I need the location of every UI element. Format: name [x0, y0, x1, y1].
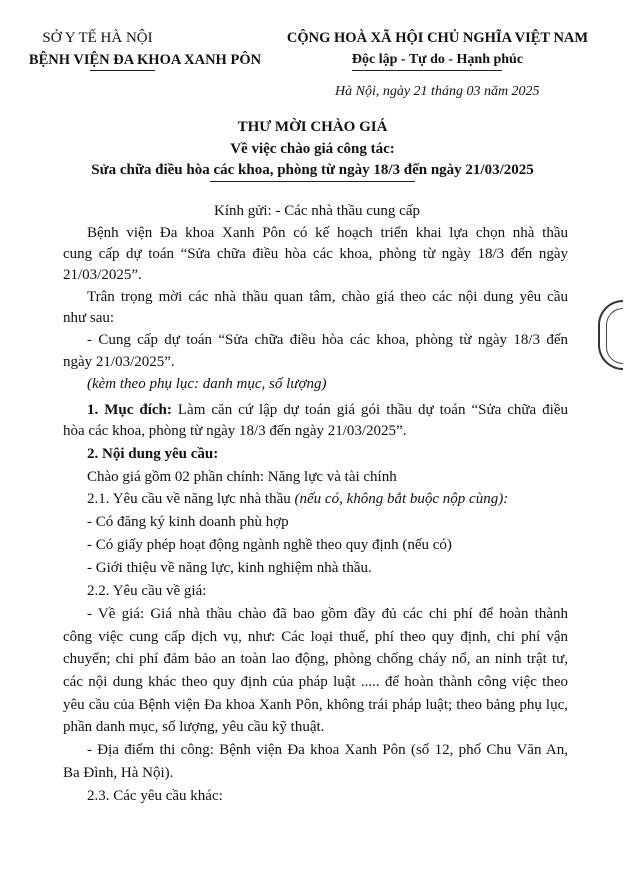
- paragraph-line: Trân trọng mời các nhà thầu quan tâm, chào giá theo các nội dung yêu cầu: [87, 289, 568, 305]
- list-item: - Có đăng ký kinh doanh phù hợp: [87, 514, 289, 530]
- section-1-line: [87, 401, 568, 419]
- location-line: Ba Đình, Hà Nội).: [63, 765, 174, 781]
- paragraph-line: ngày 21/03/2025”.: [63, 354, 175, 370]
- right-underline: [352, 70, 502, 71]
- appendix-note: (kèm theo phụ lục: danh mục, số lượng): [87, 376, 327, 392]
- price-line: phần danh mục, số lượng, yêu cầu kỹ thuật.: [63, 719, 325, 735]
- nation-title: CỘNG HOÀ XÃ HỘI CHỦ NGHĨA VIỆT NAM: [286, 30, 589, 46]
- document-title: THƯ MỜI CHÀO GIÁ: [237, 119, 388, 135]
- paragraph-line: Bệnh viện Đa khoa Xanh Pôn có kế hoạch triển khai lựa chọn nhà thầu: [87, 225, 568, 241]
- section-1-text: Làm căn cứ lập dự toán giá gói thầu dự toán “Sửa chữa điều: [171, 402, 568, 418]
- price-line: các nội dung khác theo quy định của pháp luật ..... để hoàn thành công việc theo: [63, 674, 568, 690]
- official-stamp-inner-ring: [606, 308, 623, 364]
- section-2-1-heading: [87, 490, 508, 508]
- section-1-label: 1. Mục đích:: [87, 402, 172, 418]
- section-2-2-heading: 2.2. Yêu cầu về giá:: [87, 583, 207, 599]
- price-line: yêu cầu của Bệnh viện Đa khoa Xanh Pôn, không trái pháp luật; theo bảng phụ lục,: [63, 697, 568, 713]
- agency-name: SỞ Y TẾ HÀ NỘI: [42, 30, 153, 46]
- location-line: - Địa điểm thi công: Bệnh viện Đa khoa Xanh Pôn (số 12, phố Chu Văn An,: [87, 742, 568, 758]
- section-2-3-heading: 2.3. Các yêu cầu khác:: [87, 788, 223, 804]
- section-2-heading: 2. Nội dung yêu cầu:: [87, 446, 219, 462]
- document-subject: Về việc chào giá công tác:: [230, 141, 395, 157]
- document-date: Hà Nội, ngày 21 tháng 03 năm 2025: [335, 84, 540, 99]
- paragraph-line: như sau:: [63, 310, 115, 326]
- title-underline: [210, 181, 415, 182]
- paragraph-line: cung cấp dự toán “Sửa chữa điều hòa các khoa, phòng từ ngày 18/3 đến ngày: [63, 246, 568, 262]
- recipient: Kính gửi: - Các nhà thầu cung cấp: [214, 203, 420, 219]
- list-item: - Có giấy phép hoạt động ngành nghề theo quy định (nếu có): [87, 537, 452, 553]
- price-line: chuyển; chi phí đảm bảo an toàn lao động, phòng chống cháy nổ, an ninh trật tư,: [63, 651, 568, 667]
- paragraph-line: - Cung cấp dự toán “Sửa chữa điều hòa các khoa, phòng từ ngày 18/3 đến: [87, 332, 568, 348]
- section-2-1-note: (nếu có, không bắt buộc nộp cùng):: [294, 491, 509, 507]
- document-subject-detail: Sửa chữa điều hòa các khoa, phòng từ ngày 18/3 đến ngày 21/03/2025: [91, 162, 534, 178]
- section-2-1-label: 2.1. Yêu cầu về năng lực nhà thầu: [87, 491, 295, 507]
- left-underline: [90, 70, 155, 71]
- section-2-intro: Chào giá gồm 02 phần chính: Năng lực và tài chính: [87, 469, 397, 485]
- section-1-line2: hòa các khoa, phòng từ ngày 18/3 đến ngày 21/03/2025”.: [63, 423, 407, 439]
- list-item: - Giới thiệu về năng lực, kinh nghiệm nhà thầu.: [87, 560, 372, 576]
- motto: Độc lập - Tự do - Hạnh phúc: [351, 52, 524, 67]
- paragraph-line: 21/03/2025”.: [63, 267, 142, 283]
- price-line: - Về giá: Giá nhà thầu chào đã bao gồm đầy đủ các chi phí để hoàn thành: [87, 606, 568, 622]
- price-line: công việc cung cấp dịch vụ, như: Các loại thuế, phí theo quy định, chi phí vận: [63, 629, 568, 645]
- hospital-name: BỆNH VIỆN ĐA KHOA XANH PÔN: [28, 52, 262, 68]
